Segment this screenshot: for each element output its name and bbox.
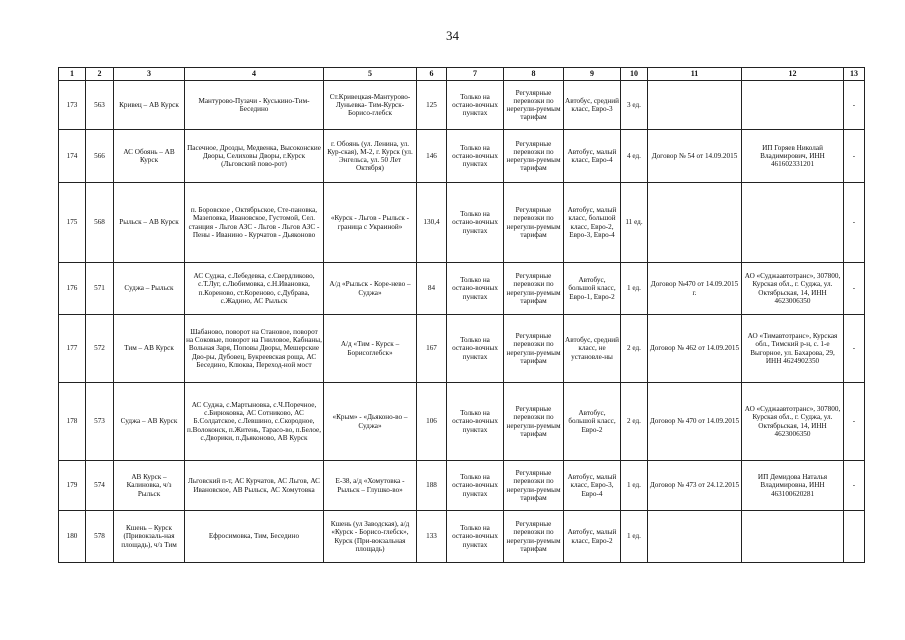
table-cell: Кривец – АВ Курск xyxy=(114,81,185,130)
table-cell: 571 xyxy=(86,263,114,315)
table-cell: Только на остано-вочных пунктах xyxy=(447,511,504,563)
table-cell: АО «Суджаавтотранс», 307800, Курская обл., г. Суджа, ул. Октябрьская, 14, ИНН 4623006350 xyxy=(742,263,844,315)
table-cell: 125 xyxy=(417,81,447,130)
table-cell xyxy=(648,183,742,263)
table-cell: Только на остано-вочных пунктах xyxy=(447,263,504,315)
table-cell: АС Суджа, с.Мартыновка, с.Ч.Поречное, с.Бирюковка, АС Сотниково, АС Б.Солдатское, с.Левшино, с.Скородное, п.Волоконск, п.Житень, Тарасо-во, п.Белое, с.Дворики, п.Дьяконово, АВ Курск xyxy=(185,383,324,461)
table-cell: 180 xyxy=(59,511,86,563)
table-cell: 176 xyxy=(59,263,86,315)
table-row xyxy=(59,461,865,511)
table-cell: 566 xyxy=(86,130,114,183)
table-cell: Льговский п-т, АС Курчатов, АС Льгов, АС Ивановское, АВ Рыльск, АС Хомутовка xyxy=(185,461,324,511)
table-row xyxy=(59,183,865,263)
table-cell: Кшень – Курск (Привокзаль-ная площадь), ч/з Тим xyxy=(114,511,185,563)
table-cell xyxy=(742,183,844,263)
header-row xyxy=(59,68,865,81)
table-cell: Только на остано-вочных пунктах xyxy=(447,315,504,383)
table-cell: 3 ед. xyxy=(621,81,648,130)
table-cell: Автобус, большой класс, Евро-2 xyxy=(564,383,621,461)
table-cell: Договор № 54 от 14.09.2015 xyxy=(648,130,742,183)
table-cell: Регулярные перевозки по нерегули-руемым тарифам xyxy=(504,263,564,315)
table-cell xyxy=(742,511,844,563)
table-cell: Договор № 462 от 14.09.2015 xyxy=(648,315,742,383)
table-row xyxy=(59,383,865,461)
table-cell: Мантурово-Пузачи - Куськино-Тим-Беседино xyxy=(185,81,324,130)
table-cell: Договор № 473 от 24.12.2015 xyxy=(648,461,742,511)
table-cell: АС Суджа, с.Лебедевка, с.Свердликово, с.Т.Луг, с.Любимовка, с.Н.Ивановка, п.Кореново, ст.Кореново, с.Дубрава, с.Жадино, АС Рыльск xyxy=(185,263,324,315)
table-cell: Регулярные перевозки по нерегули-руемым тарифам xyxy=(504,383,564,461)
table-cell: 1 ед. xyxy=(621,263,648,315)
column-header: 7 xyxy=(447,68,504,81)
table-cell xyxy=(742,81,844,130)
table-cell: Тим – АВ Курск xyxy=(114,315,185,383)
table-cell: Договор № 470 от 14.09.2015 xyxy=(648,383,742,461)
table-cell: Только на остано-вочных пунктах xyxy=(447,130,504,183)
table-cell xyxy=(844,511,865,563)
table-cell: «Крым» - «Дьяконо-во – Суджа» xyxy=(324,383,417,461)
table-cell: г. Обоянь (ул. Ленина, ул. Кур-ская), М-2, г. Курск (ул. Энгельса, ул. 50 Лет Октября) xyxy=(324,130,417,183)
table-cell: АО «Суджаавтотранс», 307800, Курская обл., г. Суджа, ул. Октябрьская, 14, ИНН 4623006350 xyxy=(742,383,844,461)
table-cell: 2 ед. xyxy=(621,383,648,461)
table-cell: Договор №470 от 14.09.2015 г. xyxy=(648,263,742,315)
table-cell: ИП Горяев Николай Владимирович, ИНН 461602331201 xyxy=(742,130,844,183)
column-header: 11 xyxy=(648,68,742,81)
table-cell: 563 xyxy=(86,81,114,130)
table-cell: Регулярные перевозки по нерегули-руемым тарифам xyxy=(504,461,564,511)
table-cell: Кшень (ул Заводская), а/д «Курск - Борисо-глебск», Курск (При-вокзальная площадь) xyxy=(324,511,417,563)
table-cell: - xyxy=(844,263,865,315)
table-cell: Суджа – Рыльск xyxy=(114,263,185,315)
table-cell: 106 xyxy=(417,383,447,461)
table-cell: 4 ед. xyxy=(621,130,648,183)
table-cell: АС Обоянь – АВ Курск xyxy=(114,130,185,183)
table-cell: 146 xyxy=(417,130,447,183)
table-cell: 572 xyxy=(86,315,114,383)
table-cell: п. Боровское , Октябрьское, Сте-пановка, Мазеповка, Ивановское, Густомой, Сел. станция - Льгов АЗС - Льгов - Льгов АЗС - Пены - Иванино - Курчатов - Дьяконово xyxy=(185,183,324,263)
table-cell: 179 xyxy=(59,461,86,511)
table-cell: 167 xyxy=(417,315,447,383)
table-cell: 174 xyxy=(59,130,86,183)
table-cell: Только на остано-вочных пунктах xyxy=(447,183,504,263)
table-cell: Регулярные перевозки по нерегули-руемым тарифам xyxy=(504,81,564,130)
table-cell: Только на остано-вочных пунктах xyxy=(447,81,504,130)
table-cell: Автобус, средний класс, Евро-3 xyxy=(564,81,621,130)
table-cell: - xyxy=(844,383,865,461)
table-cell: 1 ед. xyxy=(621,461,648,511)
table-cell: Ст.Кривецкая-Мантурово-Луньевка- Тим-Курск- Борисо-глебск xyxy=(324,81,417,130)
table-cell: Автобус, большой класс, Евро-1, Евро-2 xyxy=(564,263,621,315)
table-cell: 178 xyxy=(59,383,86,461)
table-cell: - xyxy=(844,130,865,183)
table-row xyxy=(59,511,865,563)
table-cell: 175 xyxy=(59,183,86,263)
column-header: 5 xyxy=(324,68,417,81)
table-cell: 11 ед. xyxy=(621,183,648,263)
column-header: 12 xyxy=(742,68,844,81)
routes-table xyxy=(58,67,865,563)
column-header: 10 xyxy=(621,68,648,81)
table-cell: Рыльск – АВ Курск xyxy=(114,183,185,263)
table-cell: Ефросимовка, Тим, Беседино xyxy=(185,511,324,563)
table-cell: «Курск - Льгов - Рыльск - граница с Украиной» xyxy=(324,183,417,263)
table-cell: 173 xyxy=(59,81,86,130)
table-cell: 177 xyxy=(59,315,86,383)
table-cell: - xyxy=(844,81,865,130)
table-cell: Автобус, малый класс, Евро-2 xyxy=(564,511,621,563)
page-number: 34 xyxy=(446,28,459,43)
table-cell: 1 ед. xyxy=(621,511,648,563)
table-cell: 84 xyxy=(417,263,447,315)
table-cell: 578 xyxy=(86,511,114,563)
table-cell: Регулярные перевозки по нерегули-руемым тарифам xyxy=(504,315,564,383)
table-row xyxy=(59,315,865,383)
table-cell: Регулярные перевозки по нерегули-руемым тарифам xyxy=(504,511,564,563)
table-row xyxy=(59,130,865,183)
table-cell: А/д «Тим - Курск – Борисоглебск» xyxy=(324,315,417,383)
table-cell xyxy=(648,81,742,130)
table-cell: 573 xyxy=(86,383,114,461)
table-cell: 188 xyxy=(417,461,447,511)
table-cell: Регулярные перевозки по нерегули-руемым тарифам xyxy=(504,130,564,183)
table-cell: Суджа – АВ Курск xyxy=(114,383,185,461)
table-cell: Автобус, средний класс, не установле-ны xyxy=(564,315,621,383)
table-cell: 130,4 xyxy=(417,183,447,263)
table-cell: Пасечное, Дрозды, Медвенка, Высоконские Дворы, Селиховы Дворы, г.Курск (Льговский пово-рот) xyxy=(185,130,324,183)
table-cell: Шабаново, поворот на Становое, поворот на Соковые, поворот на Гниловое, Кабнаны, Вольная Заря, Поповы Дворы, Мешерские Дво-ры, Дубовец, Букреевская роща, АС Беседино, Клюква, Переход-ной мост xyxy=(185,315,324,383)
table-cell: Автобус, малый класс, большой класс, Евро-2, Евро-3, Евро-4 xyxy=(564,183,621,263)
table-cell xyxy=(648,511,742,563)
table-row xyxy=(59,263,865,315)
table-cell: - xyxy=(844,461,865,511)
column-header: 9 xyxy=(564,68,621,81)
table-cell: Регулярные перевозки по нерегули-руемым тарифам xyxy=(504,183,564,263)
table-cell: 133 xyxy=(417,511,447,563)
table-cell: Только на остано-вочных пунктах xyxy=(447,383,504,461)
column-header: 4 xyxy=(185,68,324,81)
table-cell: АВ Курск – Калиновка, ч/з Рыльск xyxy=(114,461,185,511)
column-header: 3 xyxy=(114,68,185,81)
table-row xyxy=(59,81,865,130)
table-cell: 574 xyxy=(86,461,114,511)
table-cell: ИП Демидова Наталья Владимировна, ИНН 463100620281 xyxy=(742,461,844,511)
table-cell: Е-38, а/д «Хомутовка - Рыльск – Глушко-во» xyxy=(324,461,417,511)
table-cell: А/д «Рыльск - Коре-нево – Суджа» xyxy=(324,263,417,315)
column-header: 8 xyxy=(504,68,564,81)
table-cell: Только на остано-вочных пунктах xyxy=(447,461,504,511)
table-cell: 568 xyxy=(86,183,114,263)
table-cell: Автобус, малый класс, Евро-3, Евро-4 xyxy=(564,461,621,511)
column-header: 13 xyxy=(844,68,865,81)
column-header: 2 xyxy=(86,68,114,81)
column-header: 1 xyxy=(59,68,86,81)
table-cell: 2 ед. xyxy=(621,315,648,383)
table-cell: АО «Тимавтотранс», Курская обл., Тимский р-н, с. 1-е Выгорное, ул. Бахарова, 29, ИНН 4624902350 xyxy=(742,315,844,383)
table-cell: - xyxy=(844,315,865,383)
column-header: 6 xyxy=(417,68,447,81)
table-cell: - xyxy=(844,183,865,263)
table-cell: Автобус, малый класс, Евро-4 xyxy=(564,130,621,183)
